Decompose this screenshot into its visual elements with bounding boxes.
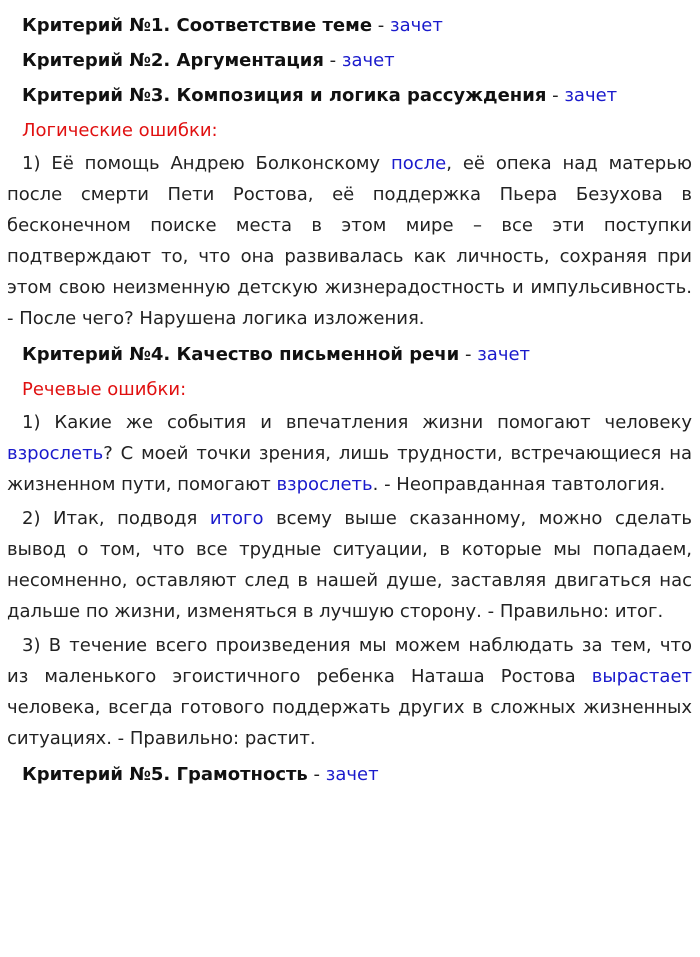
text-segment: 2) Итак, подводя (22, 508, 210, 529)
criterion-separator: - (307, 764, 326, 785)
speech-error-3 (7, 630, 692, 754)
text-segment: из маленького эгоистичного ребенка Наташа Ростова (7, 666, 592, 687)
paragraph-line: дальше по жизни, изменяться в лучшую сторону. - Правильно: итог. (7, 601, 664, 622)
criterion-result: зачет (564, 85, 618, 106)
highlighted-word: вырастает (591, 666, 692, 687)
paragraph-line (7, 469, 692, 500)
speech-error-1 (7, 407, 692, 500)
text-segment: ? С моей точки зрения, лишь трудности, встречающиеся на (103, 443, 692, 464)
paragraph-line: несомненно, оставляют след в нашей душе, заставляя двигаться нас (7, 570, 692, 591)
highlighted-word: взрослеть (7, 443, 104, 464)
paragraph-line (7, 148, 692, 179)
criterion-label: Критерий №3. Композиция и логика рассуждения (22, 85, 547, 106)
paragraph-line: 1) Какие же события и впечатления жизни помогают человеку (22, 412, 692, 433)
criterion-separator: - (459, 344, 478, 365)
logic-errors-heading: Логические ошибки: (22, 120, 218, 141)
highlighted-word: итого (209, 508, 264, 529)
criterion-separator: - (323, 50, 342, 71)
paragraph-line: подтверждают то, что она развивалась как личность, сохраняя при (7, 246, 692, 267)
text-segment: , её опека над матерью (446, 153, 692, 174)
paragraph-line: ситуациях. - Правильно: растит. (7, 728, 316, 749)
paragraph-line: бесконечном поиске места в этом мире – все эти поступки (7, 215, 692, 236)
paragraph-line: этом свою неизменную детскую жизнерадостность и импульсивность. (7, 277, 692, 298)
logic-error-1 (7, 148, 692, 334)
paragraph-line: - После чего? Нарушена логика изложения. (7, 308, 425, 329)
criterion-label: Критерий №5. Грамотность (22, 764, 308, 785)
criterion-5 (7, 757, 692, 792)
criterion-result: зачет (341, 50, 395, 71)
paragraph-line: человека, всегда готового поддержать других в сложных жизненных (7, 697, 692, 718)
paragraph-line: вывод о том, что все трудные ситуации, в которые мы попадаем, (7, 539, 692, 560)
paragraph-line (7, 438, 692, 469)
paragraph-line (7, 661, 692, 692)
paragraph-line: 3) В течение всего произведения мы можем наблюдать за тем, что (22, 635, 692, 656)
text-segment: всему выше сказанному, можно сделать (263, 508, 692, 529)
criterion-label: Критерий №4. Качество письменной речи (22, 344, 460, 365)
criterion-1 (7, 8, 692, 43)
highlighted-word: взрослеть (276, 474, 373, 495)
highlighted-word: после (390, 153, 447, 174)
speech-error-2 (7, 503, 692, 627)
paragraph-line (7, 503, 692, 534)
criterion-3 (7, 78, 692, 113)
speech-errors-heading: Речевые ошибки: (22, 379, 187, 400)
criterion-label: Критерий №1. Соответствие теме (22, 15, 373, 36)
paragraph-line: после смерти Пети Ростова, её поддержка Пьера Безухова в (7, 184, 692, 205)
text-segment: жизненном пути, помогают (7, 474, 277, 495)
criterion-separator: - (372, 15, 391, 36)
criterion-result: зачет (477, 344, 531, 365)
criterion-2 (7, 43, 692, 78)
text-segment: . - Неоправданная тавтология. (372, 474, 666, 495)
criterion-label: Критерий №2. Аргументация (22, 50, 324, 71)
criterion-separator: - (546, 85, 565, 106)
criterion-4 (7, 337, 692, 372)
text-segment: 1) Её помощь Андрею Болконскому (22, 153, 391, 174)
criterion-result: зачет (390, 15, 443, 36)
criterion-result: зачет (325, 764, 379, 785)
